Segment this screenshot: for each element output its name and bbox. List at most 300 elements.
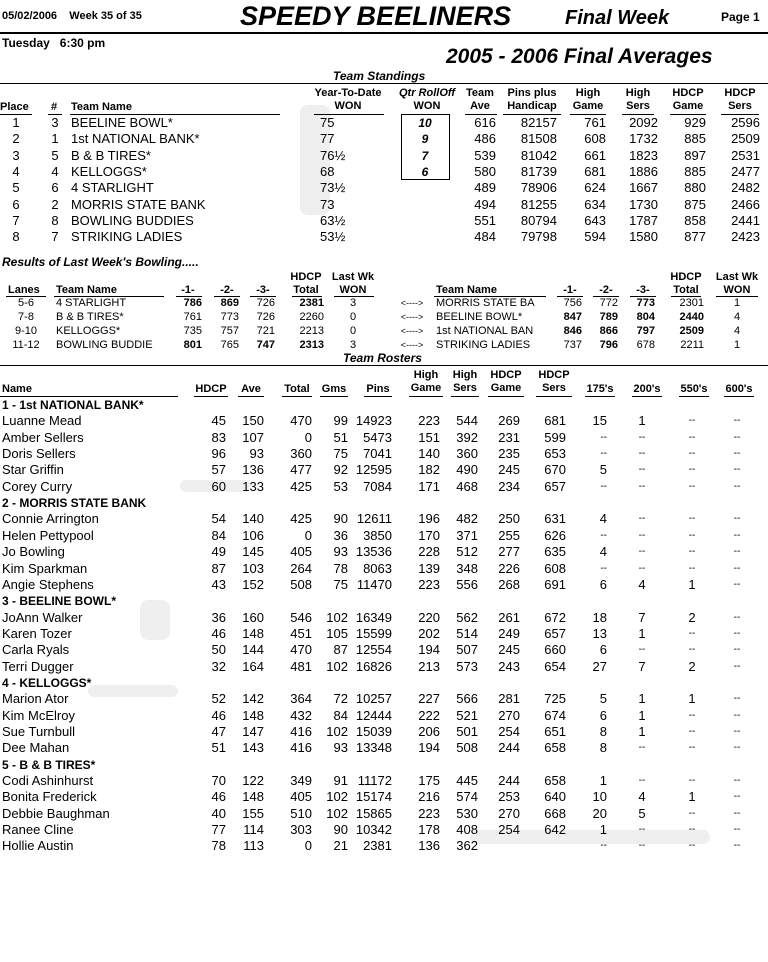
col-hdg: HDCP Game (672, 87, 704, 112)
player-high-game: 136 (418, 838, 440, 854)
player-high-game: 222 (418, 707, 440, 723)
player-550s: 2 (688, 609, 696, 625)
player-high-sers: 392 (456, 429, 478, 445)
player-gms: 75 (333, 576, 348, 592)
player-high-sers: 512 (456, 544, 478, 560)
player-hdcp-sers: 626 (544, 527, 566, 543)
standings-hdg: 875 (684, 196, 706, 212)
player-total: 510 (290, 805, 312, 821)
results-b-g2: 866 (599, 325, 618, 337)
col-g1-b: -1- (563, 284, 577, 296)
player-hdcp: 36 (211, 609, 226, 625)
player-200s: -- (638, 513, 646, 525)
results-b-tot: 2509 (679, 325, 704, 337)
standings-qtr: 9 (421, 132, 429, 147)
results-row (0, 296, 768, 310)
player-pins: 2381 (363, 838, 392, 854)
col-ave: Ave (241, 383, 261, 395)
player-pins: 14923 (355, 413, 392, 429)
player-175s: -- (600, 562, 607, 574)
player-hdcp: 70 (211, 773, 226, 789)
player-hdcp-game: 269 (498, 413, 520, 429)
results-a-team: 4 STARLIGHT (56, 297, 127, 309)
results-a-team: B & B TIRES* (56, 311, 124, 323)
player-hdcp-sers: 657 (544, 478, 566, 494)
player-hdcp: 49 (211, 544, 226, 560)
roster-player-row (0, 789, 768, 805)
player-hdcp-game: 226 (498, 560, 520, 576)
player-175s: 6 (599, 707, 607, 723)
player-high-sers: 508 (456, 740, 478, 756)
player-200s: -- (638, 742, 646, 754)
player-550s: -- (688, 644, 696, 656)
player-600s: -- (733, 578, 741, 590)
roster-team-title (0, 495, 768, 511)
player-gms: 102 (326, 609, 348, 625)
player-200s: 5 (638, 805, 646, 821)
report-subtitle: Final Week (565, 7, 670, 29)
player-hdcp: 52 (211, 691, 226, 707)
player-high-sers: 371 (456, 527, 478, 543)
player-600s: -- (733, 415, 741, 427)
roster-team-name: 4 - KELLOGGS* (2, 675, 92, 690)
player-total: 0 (304, 527, 312, 543)
player-high-game: 227 (418, 691, 440, 707)
player-175s: -- (600, 529, 607, 541)
player-ave: 148 (242, 625, 264, 641)
results-a-g3: 721 (256, 325, 275, 337)
standings-hg: 761 (584, 115, 606, 130)
player-600s: -- (733, 742, 741, 754)
player-550s: -- (688, 627, 696, 639)
player-hdcp-sers: 658 (544, 740, 566, 756)
player-hdcp: 46 (211, 789, 226, 805)
player-hdcp: 40 (211, 805, 226, 821)
player-high-sers: 468 (456, 478, 478, 494)
player-550s: -- (688, 415, 696, 427)
standings-hdg: 897 (684, 147, 706, 163)
results-a-g2: 869 (220, 297, 239, 309)
results-lanes: 5-6 (18, 297, 34, 309)
standings-hg: 608 (584, 131, 606, 147)
results-lanes: 7-8 (18, 311, 34, 323)
player-600s: -- (733, 824, 741, 836)
player-high-sers: 348 (456, 560, 478, 576)
col-hs: High Sers (625, 87, 651, 112)
player-pins: 13536 (355, 544, 392, 560)
standings-won: 63½ (320, 212, 346, 228)
player-hdcp: 46 (211, 625, 226, 641)
player-total: 405 (290, 544, 312, 560)
standings-hs: 1667 (629, 180, 658, 196)
standings-team: BOWLING BUDDIES (71, 212, 194, 228)
player-ave: 136 (242, 462, 264, 478)
col-team: Team Name (71, 101, 132, 113)
roster-player-row (0, 822, 768, 838)
standings-hdg: 877 (684, 229, 706, 245)
standings-row (0, 164, 768, 180)
col-team-b: Team Name (436, 284, 497, 296)
standings-place: 1 (12, 115, 20, 130)
player-gms: 53 (333, 478, 348, 494)
player-total: 425 (290, 511, 312, 527)
player-total: 303 (290, 822, 312, 838)
player-200s: -- (638, 840, 646, 852)
results-b-team: 1st NATIONAL BAN (436, 325, 534, 337)
standings-hdg: 880 (684, 180, 706, 196)
player-550s: -- (688, 513, 696, 525)
results-arrow: <----> (400, 340, 424, 350)
player-hdcp-game: 231 (498, 429, 520, 445)
standings-hs: 1580 (629, 229, 658, 245)
results-b-tot: 2211 (680, 339, 704, 351)
player-high-game: 182 (418, 462, 440, 478)
player-gms: 72 (333, 691, 348, 707)
player-pins: 7084 (363, 478, 392, 494)
player-ave: 93 (249, 446, 264, 462)
player-hdcp: 47 (211, 724, 226, 739)
player-gms: 105 (326, 625, 348, 641)
player-600s: -- (733, 464, 741, 476)
player-high-game: 206 (418, 724, 440, 739)
player-pins: 16349 (355, 609, 392, 625)
player-total: 470 (290, 642, 312, 658)
player-gms: 91 (333, 773, 348, 789)
standings-ave: 616 (474, 115, 496, 130)
player-hdcp-game: 281 (498, 691, 520, 707)
player-name: Angie Stephens (2, 576, 94, 592)
standings-num: 7 (51, 229, 59, 245)
player-high-sers: 408 (456, 822, 478, 838)
player-550s: -- (688, 824, 696, 836)
standings-hds: 2477 (731, 163, 760, 179)
header-rule (0, 32, 768, 34)
player-pins: 13348 (355, 740, 392, 756)
col-g2-b: -2- (599, 284, 613, 296)
roster-player-row (0, 708, 768, 724)
player-hdcp: 46 (211, 707, 226, 723)
player-total: 264 (290, 560, 312, 576)
player-hdcp-sers: 725 (544, 691, 566, 707)
player-hdcp: 87 (211, 560, 226, 576)
standings-hdg: 885 (684, 131, 706, 147)
player-600s: -- (733, 529, 741, 541)
player-pins: 15865 (355, 805, 392, 821)
player-gms: 102 (326, 658, 348, 674)
standings-qtr: 6 (421, 164, 429, 179)
player-600s: -- (733, 562, 741, 574)
player-pins: 10342 (355, 822, 392, 838)
results-a-won: 0 (349, 325, 357, 337)
standings-place: 7 (12, 212, 20, 228)
player-hdcp-sers: 672 (544, 609, 566, 625)
player-gms: 99 (333, 413, 348, 429)
player-hdcp-game: 277 (498, 544, 520, 560)
player-ave: 164 (242, 658, 264, 674)
player-hdcp-sers: 657 (544, 625, 566, 641)
player-ave: 133 (242, 478, 264, 494)
player-ave: 107 (242, 429, 264, 445)
roster-player-row (0, 659, 768, 675)
player-hdcp-sers: 654 (544, 658, 566, 674)
player-high-sers: 482 (456, 511, 478, 527)
player-gms: 93 (333, 544, 348, 560)
player-175s: 4 (599, 544, 607, 560)
results-b-g2: 772 (599, 297, 618, 309)
standings-num: 4 (51, 163, 59, 179)
col-hdcp-b: HDCP Total (670, 271, 702, 296)
league-title: SPEEDY BEELINERS (240, 1, 512, 31)
player-pins: 15599 (355, 625, 392, 641)
player-175s: 10 (592, 789, 607, 805)
player-ave: 155 (242, 805, 264, 821)
player-total: 360 (290, 446, 312, 462)
roster-player-row (0, 430, 768, 446)
player-total: 470 (290, 413, 312, 429)
standings-num: 1 (51, 131, 59, 147)
player-gms: 102 (326, 789, 348, 805)
standings-hds: 2441 (731, 212, 760, 228)
col-g1-a: -1- (181, 284, 195, 296)
player-175s: 5 (599, 462, 607, 478)
player-total: 451 (290, 625, 312, 641)
player-200s: 1 (638, 724, 646, 739)
col-hdcp-a: HDCP Total (290, 271, 322, 296)
player-gms: 78 (333, 560, 348, 576)
player-hdcp-sers: 670 (544, 462, 566, 478)
player-high-sers: 530 (456, 805, 478, 821)
player-550s: -- (688, 448, 696, 460)
standings-row (0, 148, 768, 164)
standings-hds: 2531 (731, 147, 760, 163)
player-hdcp-sers: 642 (544, 822, 566, 838)
standings-place: 2 (12, 131, 20, 147)
standings-hg: 661 (584, 147, 606, 163)
roster-team-title (0, 593, 768, 609)
player-550s: -- (688, 840, 696, 852)
player-high-sers: 556 (456, 576, 478, 592)
results-a-g3: 726 (256, 311, 275, 323)
player-550s: -- (688, 775, 696, 787)
report-date-week: 05/02/2006 Week 35 of 35 (2, 10, 142, 22)
standings-hg: 594 (584, 229, 606, 245)
standings-place: 5 (12, 180, 20, 196)
standings-row (0, 213, 768, 229)
results-arrow: <----> (400, 326, 424, 336)
standings-qtr: 10 (418, 116, 432, 130)
standings-ave: 486 (474, 131, 496, 147)
results-arrow: <----> (400, 312, 424, 322)
player-175s: -- (600, 480, 607, 492)
standings-won: 75 (320, 115, 335, 130)
player-ave: 160 (242, 609, 264, 625)
player-hdcp-sers: 658 (544, 773, 566, 789)
results-a-g2: 765 (220, 339, 239, 351)
player-ave: 152 (242, 576, 264, 592)
player-175s: 13 (592, 625, 607, 641)
roster-player-row (0, 446, 768, 462)
col-600: 600's (725, 383, 753, 395)
player-high-game: 151 (418, 429, 440, 445)
col-lanes: Lanes (8, 284, 40, 296)
results-arrow: <----> (400, 298, 424, 308)
player-175s: 15 (592, 413, 607, 429)
player-175s: 1 (599, 822, 607, 838)
results-a-g1: 801 (183, 339, 202, 351)
standings-hds: 2423 (731, 229, 760, 245)
player-600s: -- (733, 775, 741, 787)
col-pins: Pins plus Handicap (507, 87, 557, 112)
standings-ave: 494 (474, 196, 496, 212)
player-600s: -- (733, 791, 741, 803)
player-name: Dee Mahan (2, 740, 70, 756)
col-g3-b: -3- (636, 284, 650, 296)
player-gms: 21 (333, 838, 348, 854)
player-high-game: 202 (418, 625, 440, 641)
standings-ave: 551 (474, 212, 496, 228)
standings-pins: 81508 (520, 131, 557, 147)
standings-won: 73 (320, 196, 335, 212)
roster-team-name: 2 - MORRIS STATE BANK (2, 496, 147, 511)
roster-player-row (0, 724, 768, 740)
player-hdcp: 84 (211, 527, 226, 543)
player-hdcp-game: 268 (498, 576, 520, 592)
col-ave: Team Ave (466, 87, 494, 112)
player-550s: 1 (688, 789, 696, 805)
player-hdcp-game: 254 (498, 822, 520, 838)
results-a-team: KELLOGGS* (56, 325, 121, 337)
player-hdcp-game: 245 (498, 462, 520, 478)
standings-pins: 81255 (520, 196, 557, 212)
roster-player-row (0, 773, 768, 789)
player-550s: -- (688, 726, 696, 737)
results-a-won: 3 (349, 297, 357, 309)
player-ave: 122 (242, 773, 264, 789)
roster-team-name: 5 - B & B TIRES* (2, 757, 96, 772)
player-high-sers: 507 (456, 642, 478, 658)
results-b-g3: 773 (636, 297, 655, 309)
player-gms: 51 (333, 429, 348, 445)
player-550s: 2 (688, 658, 696, 674)
player-600s: -- (733, 726, 741, 737)
results-row (0, 338, 768, 352)
player-name: Luanne Mead (2, 413, 82, 429)
player-total: 416 (290, 740, 312, 756)
standings-hg: 624 (584, 180, 606, 196)
results-a-g3: 747 (256, 339, 275, 351)
results-a-won: 0 (349, 311, 357, 323)
results-a-g3: 726 (256, 297, 275, 309)
player-ave: 144 (242, 642, 264, 658)
player-pins: 16826 (355, 658, 392, 674)
standings-hs: 1823 (629, 147, 658, 163)
player-175s: 18 (592, 609, 607, 625)
player-600s: -- (733, 840, 741, 852)
results-title: Results of Last Week's Bowling..... (2, 255, 199, 269)
player-name: Bonita Frederick (2, 789, 97, 805)
player-name: Ranee Cline (2, 822, 74, 838)
player-pins: 10257 (355, 691, 392, 707)
player-175s: 1 (599, 773, 607, 789)
player-total: 416 (290, 724, 312, 739)
player-550s: -- (688, 546, 696, 558)
player-high-sers: 362 (456, 838, 478, 854)
player-175s: 6 (599, 642, 607, 658)
standings-row (0, 197, 768, 213)
standings-team: B & B TIRES* (71, 147, 151, 163)
player-gms: 87 (333, 642, 348, 658)
player-high-game: 139 (418, 560, 440, 576)
player-550s: -- (688, 431, 696, 443)
player-175s: -- (600, 431, 607, 443)
col-hdg: HDCP Game (490, 369, 522, 394)
player-600s: -- (733, 431, 741, 443)
player-name: Jo Bowling (2, 544, 65, 560)
results-a-g2: 757 (220, 325, 239, 337)
player-hdcp: 54 (211, 511, 226, 527)
player-hdcp-game: 250 (498, 511, 520, 527)
standings-hds: 2509 (731, 131, 760, 147)
player-hdcp-game: 244 (498, 740, 520, 756)
player-550s: -- (688, 464, 696, 476)
player-high-sers: 490 (456, 462, 478, 478)
player-name: Hollie Austin (2, 838, 74, 854)
results-a-tot: 2213 (299, 325, 324, 337)
roster-team-name: 3 - BEELINE BOWL* (2, 594, 117, 609)
results-row (0, 310, 768, 324)
standings-place: 4 (12, 163, 20, 179)
player-pins: 3850 (363, 527, 392, 543)
player-high-game: 194 (418, 740, 440, 756)
results-a-team: BOWLING BUDDIE (56, 339, 153, 351)
results-a-g1: 761 (183, 311, 202, 323)
roster-player-row (0, 642, 768, 658)
player-550s: -- (688, 742, 696, 754)
player-200s: -- (638, 448, 646, 460)
results-a-tot: 2313 (299, 339, 324, 351)
player-200s: 1 (638, 691, 646, 707)
player-gms: 93 (333, 740, 348, 756)
standings-hs: 1730 (629, 196, 658, 212)
player-175s: 27 (592, 658, 607, 674)
player-total: 546 (290, 609, 312, 625)
rosters-rule (0, 365, 768, 366)
player-hdcp: 51 (211, 740, 226, 756)
player-pins: 15039 (355, 724, 392, 739)
col-hdcp: HDCP (195, 383, 227, 395)
results-b-g2: 796 (599, 339, 618, 351)
player-hdcp-sers: 651 (544, 724, 566, 739)
standings-won: 53½ (320, 229, 346, 245)
results-a-g1: 735 (183, 325, 202, 337)
player-gms: 36 (333, 527, 348, 543)
col-num: # (51, 101, 58, 113)
player-hdcp: 32 (211, 658, 226, 674)
player-high-sers: 514 (456, 625, 478, 641)
standings-won: 73½ (320, 180, 346, 196)
player-hdcp-game: 261 (498, 609, 520, 625)
player-550s: 1 (688, 691, 696, 707)
results-b-g1: 847 (563, 311, 582, 323)
results-b-tot: 2440 (679, 311, 704, 323)
results-b-g1: 846 (563, 325, 582, 337)
col-hg: High Game (572, 87, 604, 112)
player-hdcp-game: 270 (498, 805, 520, 821)
roster-team-title (0, 675, 768, 691)
standings-hs: 1886 (629, 163, 658, 179)
col-name: Name (2, 383, 32, 395)
player-hdcp-game: 244 (498, 773, 520, 789)
